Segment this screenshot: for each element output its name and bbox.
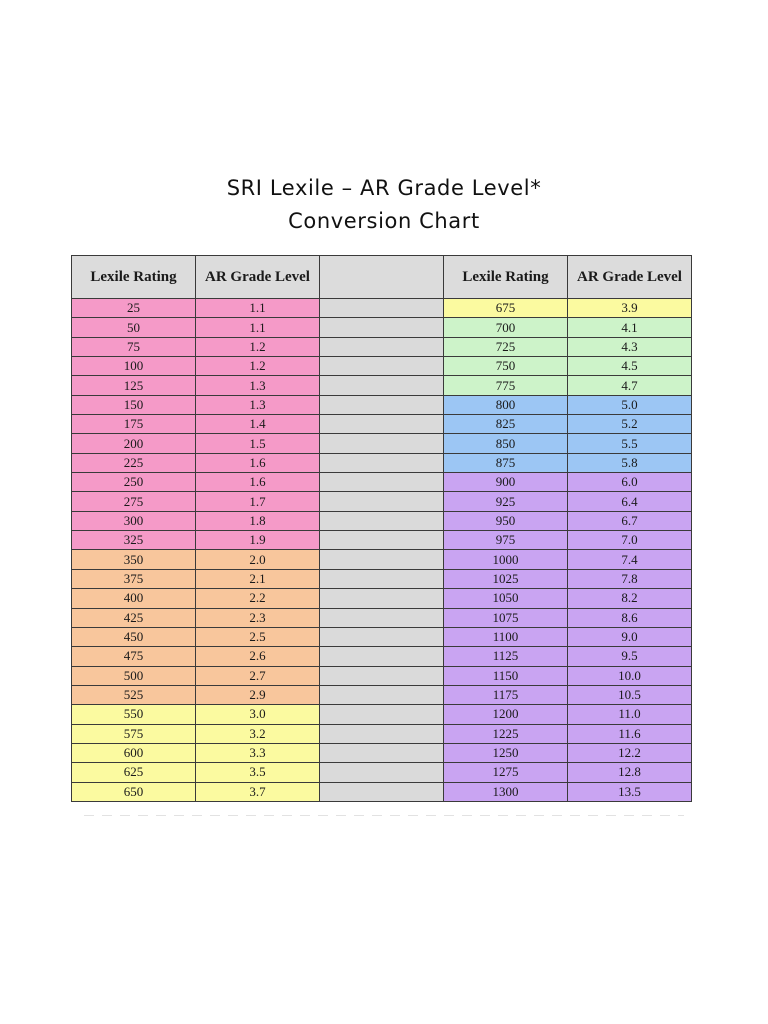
gap-cell [320, 473, 444, 492]
table-row [72, 511, 692, 530]
left-lexile-cell: 350 [72, 550, 196, 569]
gap-cell [320, 569, 444, 588]
right-lexile-cell: 975 [444, 531, 568, 550]
right-lexile-cell: 1300 [444, 782, 568, 801]
right-lexile-cell: 1275 [444, 763, 568, 782]
header-row [72, 256, 692, 299]
left-lexile-cell: 500 [72, 666, 196, 685]
gap-cell [320, 743, 444, 762]
table-body [72, 299, 692, 802]
gap-cell [320, 376, 444, 395]
right-lexile-cell: 1200 [444, 705, 568, 724]
left-ar-cell: 2.1 [196, 569, 320, 588]
header-right-ar: AR Grade Level [568, 256, 692, 299]
gap-cell [320, 763, 444, 782]
conversion-table [71, 255, 692, 802]
right-lexile-cell: 1075 [444, 608, 568, 627]
right-ar-cell: 8.6 [568, 608, 692, 627]
gap-cell [320, 531, 444, 550]
left-ar-cell: 2.7 [196, 666, 320, 685]
left-lexile-cell: 600 [72, 743, 196, 762]
right-lexile-cell: 725 [444, 337, 568, 356]
gap-cell [320, 357, 444, 376]
gap-cell [320, 550, 444, 569]
gap-cell [320, 705, 444, 724]
left-ar-cell: 3.7 [196, 782, 320, 801]
title-line-2: Conversion Chart [288, 209, 480, 233]
header-right-lexile: Lexile Rating [444, 256, 568, 299]
gap-cell [320, 685, 444, 704]
table-row [72, 782, 692, 801]
table-row [72, 415, 692, 434]
left-ar-cell: 3.3 [196, 743, 320, 762]
table-row [72, 569, 692, 588]
table-row [72, 299, 692, 318]
right-lexile-cell: 1150 [444, 666, 568, 685]
table-row [72, 453, 692, 472]
gap-cell [320, 492, 444, 511]
right-ar-cell: 9.0 [568, 627, 692, 646]
left-ar-cell: 2.6 [196, 647, 320, 666]
left-lexile-cell: 250 [72, 473, 196, 492]
table-row [72, 589, 692, 608]
left-ar-cell: 1.5 [196, 434, 320, 453]
right-lexile-cell: 700 [444, 318, 568, 337]
left-ar-cell: 1.3 [196, 376, 320, 395]
right-lexile-cell: 1000 [444, 550, 568, 569]
right-lexile-cell: 825 [444, 415, 568, 434]
left-lexile-cell: 450 [72, 627, 196, 646]
gap-cell [320, 434, 444, 453]
right-ar-cell: 5.0 [568, 395, 692, 414]
header-left-lexile: Lexile Rating [72, 256, 196, 299]
left-ar-cell: 1.6 [196, 473, 320, 492]
left-ar-cell: 1.1 [196, 299, 320, 318]
table-row [72, 376, 692, 395]
left-lexile-cell: 325 [72, 531, 196, 550]
right-ar-cell: 5.5 [568, 434, 692, 453]
right-ar-cell: 9.5 [568, 647, 692, 666]
header-gap [320, 256, 444, 299]
right-lexile-cell: 1175 [444, 685, 568, 704]
table-row [72, 647, 692, 666]
left-lexile-cell: 100 [72, 357, 196, 376]
gap-cell [320, 666, 444, 685]
right-lexile-cell: 950 [444, 511, 568, 530]
left-lexile-cell: 525 [72, 685, 196, 704]
left-lexile-cell: 25 [72, 299, 196, 318]
right-ar-cell: 5.2 [568, 415, 692, 434]
left-ar-cell: 3.2 [196, 724, 320, 743]
right-ar-cell: 4.3 [568, 337, 692, 356]
gap-cell [320, 724, 444, 743]
right-lexile-cell: 750 [444, 357, 568, 376]
left-ar-cell: 1.4 [196, 415, 320, 434]
left-ar-cell: 2.9 [196, 685, 320, 704]
left-ar-cell: 1.1 [196, 318, 320, 337]
left-lexile-cell: 75 [72, 337, 196, 356]
right-ar-cell: 5.8 [568, 453, 692, 472]
gap-cell [320, 299, 444, 318]
right-lexile-cell: 1100 [444, 627, 568, 646]
table-row [72, 666, 692, 685]
left-ar-cell: 3.0 [196, 705, 320, 724]
gap-cell [320, 337, 444, 356]
table-row [72, 395, 692, 414]
right-ar-cell: 11.6 [568, 724, 692, 743]
table-row [72, 318, 692, 337]
left-ar-cell: 1.2 [196, 357, 320, 376]
left-lexile-cell: 175 [72, 415, 196, 434]
left-lexile-cell: 625 [72, 763, 196, 782]
gap-cell [320, 782, 444, 801]
left-lexile-cell: 225 [72, 453, 196, 472]
left-lexile-cell: 50 [72, 318, 196, 337]
left-lexile-cell: 300 [72, 511, 196, 530]
right-ar-cell: 3.9 [568, 299, 692, 318]
left-lexile-cell: 200 [72, 434, 196, 453]
right-lexile-cell: 1050 [444, 589, 568, 608]
table-row [72, 531, 692, 550]
right-ar-cell: 4.7 [568, 376, 692, 395]
right-ar-cell: 7.8 [568, 569, 692, 588]
gap-cell [320, 647, 444, 666]
table-row [72, 473, 692, 492]
right-ar-cell: 7.0 [568, 531, 692, 550]
left-ar-cell: 1.8 [196, 511, 320, 530]
left-lexile-cell: 275 [72, 492, 196, 511]
right-ar-cell: 6.4 [568, 492, 692, 511]
right-lexile-cell: 675 [444, 299, 568, 318]
chart-title [0, 172, 768, 238]
right-lexile-cell: 925 [444, 492, 568, 511]
right-ar-cell: 12.8 [568, 763, 692, 782]
table-row [72, 357, 692, 376]
right-ar-cell: 7.4 [568, 550, 692, 569]
right-ar-cell: 4.1 [568, 318, 692, 337]
table-row [72, 705, 692, 724]
table-row [72, 434, 692, 453]
gap-cell [320, 453, 444, 472]
right-ar-cell: 11.0 [568, 705, 692, 724]
right-lexile-cell: 1025 [444, 569, 568, 588]
right-ar-cell: 6.7 [568, 511, 692, 530]
header-left-ar: AR Grade Level [196, 256, 320, 299]
right-ar-cell: 13.5 [568, 782, 692, 801]
right-lexile-cell: 850 [444, 434, 568, 453]
left-ar-cell: 1.3 [196, 395, 320, 414]
left-lexile-cell: 400 [72, 589, 196, 608]
table-row [72, 763, 692, 782]
table-row [72, 550, 692, 569]
right-lexile-cell: 800 [444, 395, 568, 414]
right-ar-cell: 6.0 [568, 473, 692, 492]
gap-cell [320, 318, 444, 337]
left-ar-cell: 3.5 [196, 763, 320, 782]
right-lexile-cell: 900 [444, 473, 568, 492]
left-ar-cell: 2.3 [196, 608, 320, 627]
right-lexile-cell: 775 [444, 376, 568, 395]
gap-cell [320, 608, 444, 627]
left-lexile-cell: 475 [72, 647, 196, 666]
left-lexile-cell: 375 [72, 569, 196, 588]
left-ar-cell: 2.2 [196, 589, 320, 608]
right-ar-cell: 10.5 [568, 685, 692, 704]
table-row [72, 743, 692, 762]
left-ar-cell: 2.0 [196, 550, 320, 569]
left-ar-cell: 1.7 [196, 492, 320, 511]
table-row [72, 627, 692, 646]
left-lexile-cell: 650 [72, 782, 196, 801]
left-lexile-cell: 150 [72, 395, 196, 414]
right-lexile-cell: 1125 [444, 647, 568, 666]
left-lexile-cell: 125 [72, 376, 196, 395]
faint-footer-rule [84, 815, 684, 816]
table-row [72, 492, 692, 511]
right-ar-cell: 8.2 [568, 589, 692, 608]
right-lexile-cell: 1225 [444, 724, 568, 743]
left-lexile-cell: 575 [72, 724, 196, 743]
left-ar-cell: 1.9 [196, 531, 320, 550]
right-ar-cell: 4.5 [568, 357, 692, 376]
left-ar-cell: 1.2 [196, 337, 320, 356]
left-ar-cell: 2.5 [196, 627, 320, 646]
table-row [72, 608, 692, 627]
left-lexile-cell: 425 [72, 608, 196, 627]
table-row [72, 685, 692, 704]
title-line-1: SRI Lexile – AR Grade Level* [226, 176, 542, 200]
right-ar-cell: 10.0 [568, 666, 692, 685]
gap-cell [320, 415, 444, 434]
gap-cell [320, 627, 444, 646]
table-row [72, 724, 692, 743]
left-lexile-cell: 550 [72, 705, 196, 724]
table-row [72, 337, 692, 356]
left-ar-cell: 1.6 [196, 453, 320, 472]
gap-cell [320, 511, 444, 530]
right-ar-cell: 12.2 [568, 743, 692, 762]
gap-cell [320, 589, 444, 608]
right-lexile-cell: 875 [444, 453, 568, 472]
gap-cell [320, 395, 444, 414]
right-lexile-cell: 1250 [444, 743, 568, 762]
